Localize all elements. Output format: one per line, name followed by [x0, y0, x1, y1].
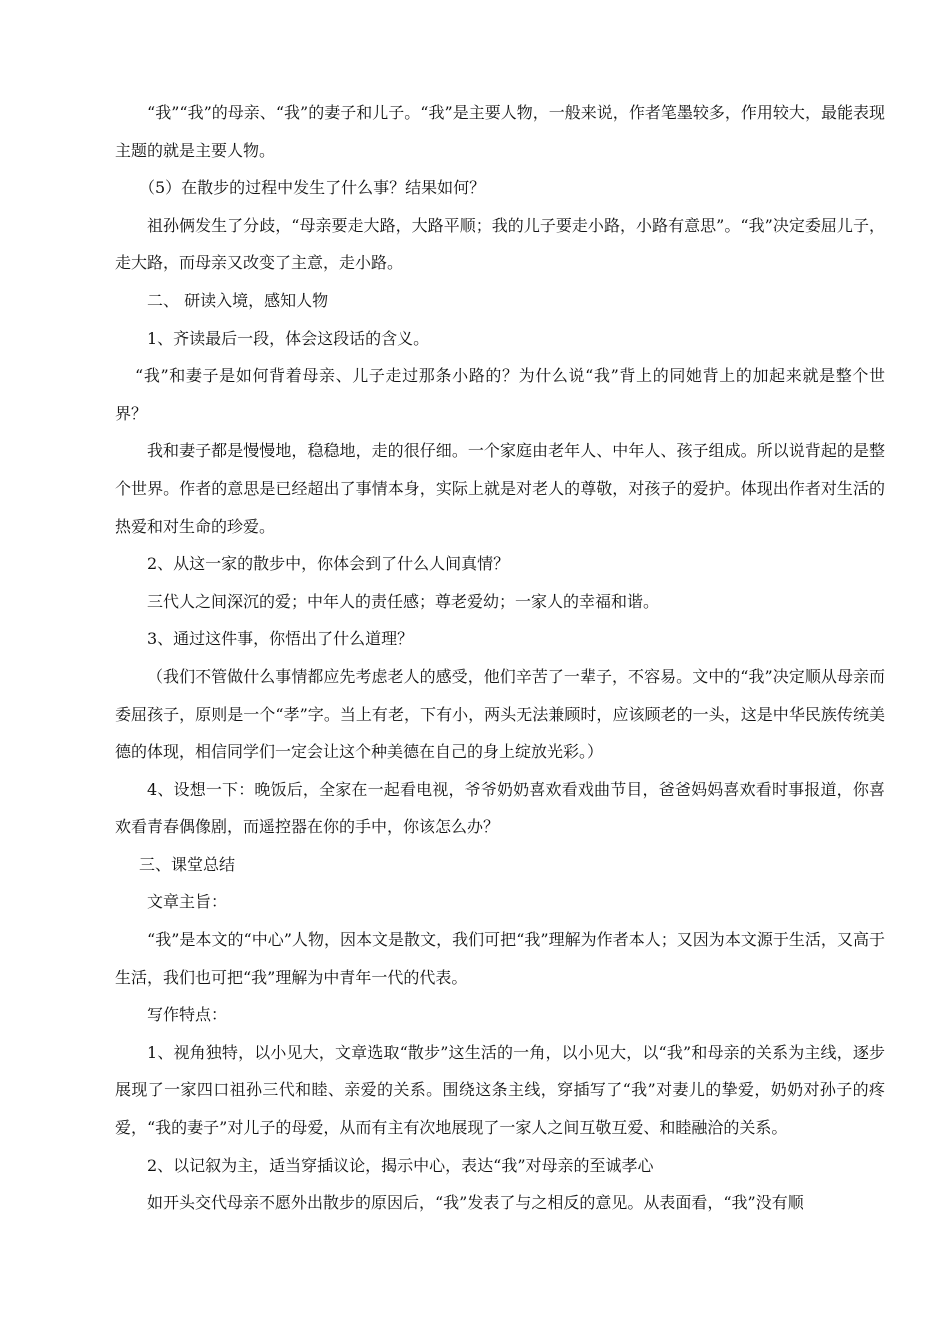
paragraph-main-characters: “我”“我”的母亲、“我”的妻子和儿子。“我”是主要人物，一般来说，作者笔墨较多，作用较大，最能表现主题的就是主要人物。 — [115, 103, 885, 160]
subheading-features: 写作特点： — [147, 1005, 228, 1025]
paragraph-disagreement: 祖孙俩发生了分歧，“母亲要走大路，大路平顺；我的儿子要走小路，小路有意思”。“我”决定委屈儿子，走大路，而母亲又改变了主意，走小路。 — [115, 215, 885, 273]
question-5: （5）在散步的过程中发生了什么事？结果如何？ — [139, 178, 486, 198]
task-4: 4、设想一下：晚饭后，全家在一起看电视，爷爷奶奶喜欢看戏曲节目，爸爸妈妈喜欢看时事报道，你喜欢看青春偶像剧，而遥控器在你的手中，你该怎么办？ — [115, 779, 885, 837]
subheading-theme: 文章主旨： — [147, 892, 228, 912]
paragraph-answer-2: 三代人之间深沉的爱；中年人的责任感；尊老爱幼；一家人的幸福和谐。 — [147, 591, 660, 611]
task-2: 2、从这一家的散步中，你体会到了什么人间真情？ — [147, 554, 510, 574]
question-whole-world: “我”和妻子是如何背着母亲、儿子走过那条小路的？为什么说“我”背上的同她背上的加起来就是整个世界？ — [115, 366, 885, 423]
paragraph-theme: “我”是本文的“中心”人物，因本文是散文，我们可把“我”理解为作者本人；又因为本文源于生活，又高于生活，我们也可把“我”理解为中青年一代的代表。 — [115, 930, 885, 987]
feature-1: 1、视角独特，以小见大，文章选取“散步”这生活的一角，以小见大，以“我”和母亲的关系为主线，逐步展现了一家四口祖孙三代和睦、亲爱的关系。围绕这条主线，穿插写了“我”对妻儿的挚爱，奶奶对孙子的疼爱，“我的妻子”对儿子的母爱，从而有主有次地展现了一家人之间互敬互爱、和睦融洽的关系。 — [115, 1042, 885, 1138]
paragraph-example: 如开头交代母亲不愿外出散步的原因后，“我”发表了与之相反的意见。从表面看，“我”没有顺 — [147, 1193, 804, 1213]
paragraph-answer-3: （我们不管做什么事情都应先考虑老人的感受，他们辛苦了一辈子，不容易。文中的“我”决定顺从母亲而委屈孩子，原则是一个“孝”字。当上有老，下有小，两头无法兼顾时，应该顾老的一头，这是中华民族传统美德的体现，相信同学们一定会让这个种美德在自己的身上绽放光彩。） — [115, 666, 885, 762]
document-body — [115, 94, 885, 1222]
task-3: 3、通过这件事，你悟出了什么道理？ — [147, 629, 414, 649]
section-heading-2: 二、 研读入境，感知人物 — [147, 290, 329, 310]
task-1: 1、齐读最后一段，体会这段话的含义。 — [147, 328, 430, 348]
paragraph-answer-whole-world: 我和妻子都是慢慢地，稳稳地，走的很仔细。一个家庭由老年人、中年人、孩子组成。所以说背起的是整个世界。作者的意思是已经超出了事情本身，实际上就是对老人的尊敬，对孩子的爱护。体现出作者对生活的热爱和对生命的珍爱。 — [115, 441, 885, 536]
feature-2: 2、以记叙为主，适当穿插议论，揭示中心，表达“我”对母亲的至诚孝心 — [147, 1155, 654, 1175]
section-heading-3: 三、课堂总结 — [139, 854, 236, 874]
